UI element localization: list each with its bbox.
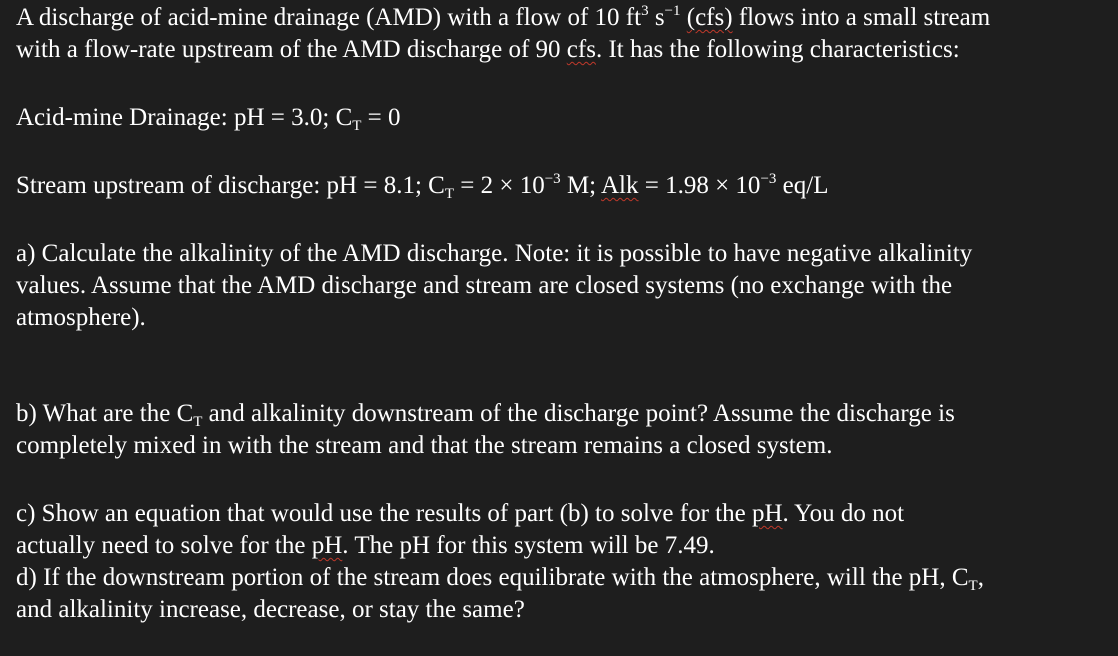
intro-line-1 — [16, 2, 1112, 34]
spellcheck-word: pH — [311, 532, 343, 559]
subscript: T — [968, 578, 978, 594]
intro-text: . It has the following characteristics: — [595, 36, 960, 63]
question-d-line-1 — [16, 562, 1112, 594]
blank-line — [16, 66, 1112, 102]
blank-line — [16, 462, 1112, 498]
superscript: −3 — [760, 171, 777, 187]
intro-text: s — [648, 4, 665, 31]
question-b-line-2: completely mixed in with the stream and that the stream remains a closed system. — [16, 432, 833, 459]
intro-line-2 — [16, 34, 1112, 66]
stream-text: = 2 × 10 — [454, 172, 545, 199]
question-c-line-1 — [16, 498, 1112, 530]
stream-characteristics — [16, 170, 1112, 202]
question-a-line-3: atmosphere). — [16, 304, 146, 331]
spellcheck-word: pH — [751, 500, 783, 527]
subscript: T — [444, 186, 455, 202]
question-text: . You do not — [782, 500, 905, 527]
intro-text: with a flow-rate upstream of the AMD discharge of 90 — [16, 36, 567, 63]
stream-text: Stream upstream of discharge: pH = 8.1; C — [16, 172, 445, 199]
question-text: , — [977, 564, 984, 591]
question-c-line-2 — [16, 530, 1112, 562]
subscript: T — [352, 118, 362, 134]
question-d-line-2: and alkalinity increase, decrease, or stay the same? — [16, 596, 525, 623]
spellcheck-word: cfs — [566, 36, 596, 63]
question-text: actually need to solve for the — [16, 532, 312, 559]
blank-line — [16, 202, 1112, 238]
blank-line — [16, 134, 1112, 170]
stream-text: = 1.98 × 10 — [638, 172, 761, 199]
question-text: b) What are the C — [16, 400, 194, 427]
question-a-line-2: values. Assume that the AMD discharge and stream are closed systems (no exchange with the — [16, 272, 953, 299]
amd-text: = 0 — [361, 104, 401, 131]
question-text: d) If the downstream portion of the stream does equilibrate with the atmosphere, will the pH, C — [16, 564, 969, 591]
superscript: 3 — [641, 3, 649, 19]
subscript: T — [193, 414, 203, 430]
question-a-line-1: a) Calculate the alkalinity of the AMD discharge. Note: it is possible to have negative alkalinity — [16, 240, 973, 267]
question-text: and alkalinity downstream of the discharge point? Assume the discharge is — [202, 400, 955, 427]
spellcheck-word: Alk — [600, 172, 639, 199]
intro-text: flows into a small stream — [732, 4, 991, 31]
superscript: −1 — [664, 3, 681, 19]
amd-text: Acid-mine Drainage: pH = 3.0; C — [16, 104, 353, 131]
spellcheck-word: (cfs) — [686, 4, 733, 31]
stream-text: eq/L — [776, 172, 829, 199]
stream-text: M; — [560, 172, 601, 199]
question-b-line-1 — [16, 398, 1112, 430]
amd-characteristics — [16, 102, 1112, 134]
question-text: c) Show an equation that would use the results of part (b) to solve for the — [16, 500, 752, 527]
blank-lines — [16, 334, 1112, 398]
question-text: . The pH for this system will be 7.49. — [342, 532, 715, 559]
problem-document — [16, 2, 1112, 626]
superscript: −3 — [544, 171, 561, 187]
intro-text: A discharge of acid-mine drainage (AMD) with a flow of 10 ft — [16, 4, 642, 31]
